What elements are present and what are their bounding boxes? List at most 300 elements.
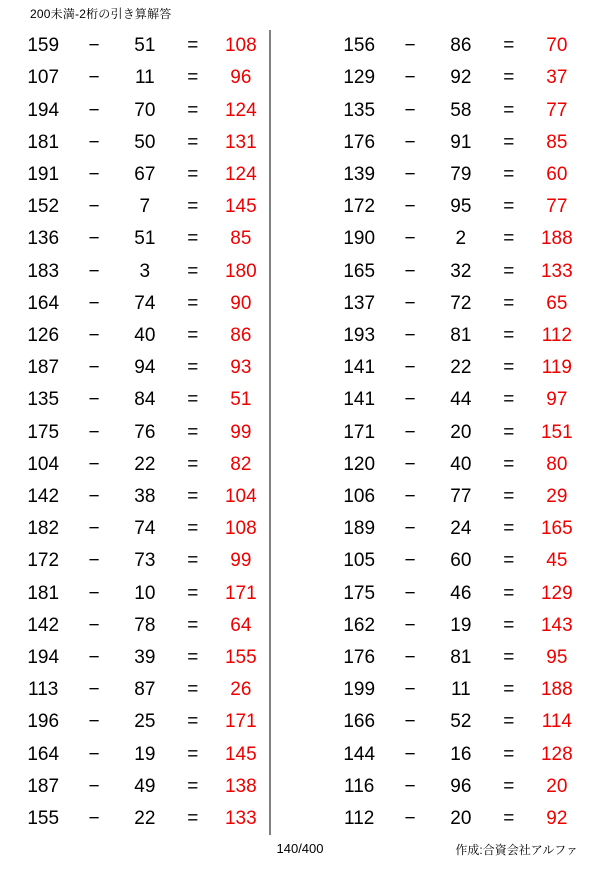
minus-icon: − bbox=[88, 743, 100, 765]
equals-icon: = bbox=[187, 582, 199, 604]
problem-row bbox=[330, 191, 586, 223]
equals-icon: = bbox=[503, 518, 515, 540]
answer-value: 180 bbox=[224, 260, 257, 282]
page-count: 140/400 bbox=[276, 841, 324, 856]
equals-icon: = bbox=[187, 518, 199, 540]
operand-minuend: 126 bbox=[27, 324, 60, 346]
minus-icon: − bbox=[88, 389, 100, 411]
problem-row bbox=[330, 94, 586, 126]
operand-subtrahend: 20 bbox=[450, 807, 472, 829]
minus-icon: − bbox=[88, 324, 100, 346]
minus-icon: − bbox=[404, 292, 416, 314]
operand-subtrahend: 78 bbox=[134, 614, 156, 636]
problem-row bbox=[14, 159, 270, 191]
operand-minuend: 181 bbox=[27, 131, 60, 153]
operand-subtrahend: 19 bbox=[134, 743, 156, 765]
minus-icon: − bbox=[404, 196, 416, 218]
operand-subtrahend: 67 bbox=[134, 163, 156, 185]
problem-row bbox=[14, 803, 270, 835]
operand-subtrahend: 95 bbox=[450, 196, 472, 218]
operand-subtrahend: 38 bbox=[134, 485, 156, 507]
problem-row bbox=[330, 352, 586, 384]
minus-icon: − bbox=[404, 485, 416, 507]
equals-icon: = bbox=[503, 196, 515, 218]
operand-minuend: 152 bbox=[27, 196, 60, 218]
minus-icon: − bbox=[404, 131, 416, 153]
equals-icon: = bbox=[187, 292, 199, 314]
answer-value: 114 bbox=[541, 711, 572, 733]
operand-subtrahend: 3 bbox=[139, 260, 151, 282]
problem-row bbox=[330, 738, 586, 770]
minus-icon: − bbox=[88, 614, 100, 636]
problem-row bbox=[14, 481, 270, 513]
operand-minuend: 164 bbox=[27, 292, 60, 314]
operand-minuend: 106 bbox=[343, 485, 376, 507]
operand-minuend: 112 bbox=[344, 807, 375, 829]
answer-value: 96 bbox=[230, 67, 252, 89]
problem-row bbox=[330, 674, 586, 706]
answer-value: 99 bbox=[230, 550, 252, 572]
problem-row bbox=[14, 94, 270, 126]
operand-minuend: 187 bbox=[27, 357, 60, 379]
operand-minuend: 137 bbox=[343, 292, 376, 314]
problem-row bbox=[14, 771, 270, 803]
operand-minuend: 187 bbox=[27, 775, 60, 797]
operand-subtrahend: 73 bbox=[134, 550, 156, 572]
problem-row bbox=[14, 30, 270, 62]
equals-icon: = bbox=[187, 260, 199, 282]
answer-value: 165 bbox=[540, 518, 573, 540]
operand-subtrahend: 51 bbox=[134, 35, 156, 57]
operand-minuend: 172 bbox=[27, 550, 60, 572]
problem-row bbox=[14, 545, 270, 577]
operand-subtrahend: 22 bbox=[134, 453, 156, 475]
answer-value: 90 bbox=[230, 292, 252, 314]
equals-icon: = bbox=[187, 711, 199, 733]
minus-icon: − bbox=[88, 357, 100, 379]
equals-icon: = bbox=[187, 67, 199, 89]
operand-subtrahend: 20 bbox=[450, 421, 472, 443]
equals-icon: = bbox=[503, 260, 515, 282]
operand-subtrahend: 86 bbox=[450, 35, 472, 57]
problem-row bbox=[330, 513, 586, 545]
equals-icon: = bbox=[503, 807, 515, 829]
equals-icon: = bbox=[503, 485, 515, 507]
answer-value: 86 bbox=[230, 324, 252, 346]
problems-column-left bbox=[0, 30, 300, 835]
operand-subtrahend: 76 bbox=[134, 421, 156, 443]
problem-row bbox=[14, 674, 270, 706]
operand-minuend: 194 bbox=[27, 99, 60, 121]
equals-icon: = bbox=[187, 807, 199, 829]
answer-value: 129 bbox=[540, 582, 573, 604]
operand-minuend: 139 bbox=[343, 163, 376, 185]
operand-minuend: 176 bbox=[343, 131, 376, 153]
answer-value: 64 bbox=[230, 614, 252, 636]
operand-subtrahend: 32 bbox=[450, 260, 472, 282]
equals-icon: = bbox=[503, 550, 515, 572]
operand-subtrahend: 94 bbox=[134, 357, 156, 379]
minus-icon: − bbox=[88, 131, 100, 153]
problem-row bbox=[14, 191, 270, 223]
problem-row bbox=[330, 706, 586, 738]
equals-icon: = bbox=[503, 453, 515, 475]
minus-icon: − bbox=[404, 711, 416, 733]
minus-icon: − bbox=[88, 485, 100, 507]
equals-icon: = bbox=[187, 35, 199, 57]
operand-subtrahend: 50 bbox=[134, 131, 156, 153]
equals-icon: = bbox=[187, 550, 199, 572]
answer-value: 37 bbox=[546, 67, 568, 89]
answer-value: 77 bbox=[546, 196, 568, 218]
operand-subtrahend: 70 bbox=[134, 99, 156, 121]
equals-icon: = bbox=[187, 421, 199, 443]
equals-icon: = bbox=[503, 357, 515, 379]
operand-minuend: 165 bbox=[343, 260, 376, 282]
operand-subtrahend: 24 bbox=[450, 518, 472, 540]
operand-minuend: 155 bbox=[27, 807, 60, 829]
minus-icon: − bbox=[404, 389, 416, 411]
operand-minuend: 189 bbox=[343, 518, 376, 540]
operand-minuend: 162 bbox=[343, 614, 376, 636]
answer-value: 26 bbox=[230, 679, 252, 701]
operand-minuend: 199 bbox=[343, 679, 376, 701]
operand-subtrahend: 49 bbox=[134, 775, 156, 797]
operand-subtrahend: 81 bbox=[450, 646, 472, 668]
minus-icon: − bbox=[88, 711, 100, 733]
problem-row bbox=[330, 30, 586, 62]
operand-minuend: 183 bbox=[27, 260, 60, 282]
minus-icon: − bbox=[404, 99, 416, 121]
minus-icon: − bbox=[88, 421, 100, 443]
minus-icon: − bbox=[404, 614, 416, 636]
operand-minuend: 171 bbox=[343, 421, 376, 443]
operand-minuend: 135 bbox=[343, 99, 376, 121]
operand-subtrahend: 25 bbox=[134, 711, 156, 733]
minus-icon: − bbox=[404, 35, 416, 57]
minus-icon: − bbox=[88, 196, 100, 218]
problem-row bbox=[14, 416, 270, 448]
operand-subtrahend: 72 bbox=[450, 292, 472, 314]
answer-value: 20 bbox=[546, 775, 568, 797]
answer-value: 112 bbox=[541, 324, 572, 346]
operand-subtrahend: 87 bbox=[134, 679, 156, 701]
answer-value: 93 bbox=[230, 357, 252, 379]
answer-value: 85 bbox=[546, 131, 568, 153]
problem-row bbox=[14, 577, 270, 609]
answer-value: 95 bbox=[546, 646, 568, 668]
operand-subtrahend: 51 bbox=[134, 228, 156, 250]
problem-row bbox=[14, 352, 270, 384]
answer-value: 51 bbox=[230, 389, 252, 411]
problem-row bbox=[14, 223, 270, 255]
operand-minuend: 142 bbox=[27, 614, 60, 636]
equals-icon: = bbox=[187, 196, 199, 218]
problem-row bbox=[14, 449, 270, 481]
problem-row bbox=[14, 738, 270, 770]
problems-area bbox=[0, 30, 600, 835]
problem-row bbox=[330, 803, 586, 835]
problem-row bbox=[14, 642, 270, 674]
minus-icon: − bbox=[404, 775, 416, 797]
operand-subtrahend: 46 bbox=[450, 582, 472, 604]
operand-subtrahend: 52 bbox=[450, 711, 472, 733]
answer-value: 80 bbox=[546, 453, 568, 475]
answer-value: 45 bbox=[546, 550, 568, 572]
equals-icon: = bbox=[503, 582, 515, 604]
answer-value: 65 bbox=[546, 292, 568, 314]
equals-icon: = bbox=[187, 131, 199, 153]
operand-minuend: 116 bbox=[344, 775, 375, 797]
operand-subtrahend: 79 bbox=[450, 163, 472, 185]
minus-icon: − bbox=[404, 453, 416, 475]
problem-row bbox=[330, 320, 586, 352]
equals-icon: = bbox=[503, 67, 515, 89]
problem-row bbox=[14, 384, 270, 416]
problem-row bbox=[330, 481, 586, 513]
equals-icon: = bbox=[503, 292, 515, 314]
answer-value: 119 bbox=[541, 357, 572, 379]
problem-row bbox=[330, 642, 586, 674]
operand-subtrahend: 91 bbox=[450, 131, 472, 153]
operand-minuend: 156 bbox=[343, 35, 376, 57]
operand-subtrahend: 74 bbox=[134, 292, 156, 314]
equals-icon: = bbox=[503, 131, 515, 153]
operand-minuend: 175 bbox=[343, 582, 376, 604]
answer-value: 99 bbox=[230, 421, 252, 443]
operand-minuend: 136 bbox=[27, 228, 60, 250]
answer-value: 124 bbox=[224, 99, 257, 121]
operand-minuend: 190 bbox=[343, 228, 376, 250]
equals-icon: = bbox=[503, 421, 515, 443]
equals-icon: = bbox=[503, 35, 515, 57]
minus-icon: − bbox=[404, 743, 416, 765]
problem-row bbox=[14, 513, 270, 545]
minus-icon: − bbox=[404, 582, 416, 604]
minus-icon: − bbox=[88, 518, 100, 540]
problem-row bbox=[330, 255, 586, 287]
minus-icon: − bbox=[88, 646, 100, 668]
equals-icon: = bbox=[187, 389, 199, 411]
equals-icon: = bbox=[503, 679, 515, 701]
problem-row bbox=[14, 288, 270, 320]
equals-icon: = bbox=[187, 775, 199, 797]
operand-minuend: 129 bbox=[343, 67, 376, 89]
answer-value: 29 bbox=[546, 485, 568, 507]
operand-minuend: 141 bbox=[343, 357, 376, 379]
operand-minuend: 141 bbox=[343, 389, 376, 411]
problem-row bbox=[330, 223, 586, 255]
minus-icon: − bbox=[88, 453, 100, 475]
operand-minuend: 159 bbox=[27, 35, 60, 57]
minus-icon: − bbox=[88, 807, 100, 829]
answer-value: 82 bbox=[230, 453, 252, 475]
minus-icon: − bbox=[88, 550, 100, 572]
problem-row bbox=[330, 384, 586, 416]
equals-icon: = bbox=[187, 743, 199, 765]
minus-icon: − bbox=[404, 807, 416, 829]
problem-row bbox=[14, 127, 270, 159]
operand-subtrahend: 74 bbox=[134, 518, 156, 540]
equals-icon: = bbox=[187, 163, 199, 185]
equals-icon: = bbox=[187, 324, 199, 346]
equals-icon: = bbox=[503, 743, 515, 765]
minus-icon: − bbox=[404, 550, 416, 572]
minus-icon: − bbox=[88, 260, 100, 282]
minus-icon: − bbox=[404, 357, 416, 379]
operand-minuend: 164 bbox=[27, 743, 60, 765]
operand-subtrahend: 22 bbox=[134, 807, 156, 829]
operand-subtrahend: 10 bbox=[134, 582, 156, 604]
operand-minuend: 120 bbox=[343, 453, 376, 475]
operand-minuend: 196 bbox=[27, 711, 60, 733]
equals-icon: = bbox=[187, 485, 199, 507]
page-title: 200未満-2桁の引き算解答 bbox=[30, 7, 172, 21]
answer-value: 131 bbox=[224, 131, 257, 153]
equals-icon: = bbox=[187, 646, 199, 668]
operand-subtrahend: 92 bbox=[450, 67, 472, 89]
problem-row bbox=[330, 577, 586, 609]
minus-icon: − bbox=[88, 67, 100, 89]
operand-minuend: 105 bbox=[343, 550, 376, 572]
minus-icon: − bbox=[404, 679, 416, 701]
answer-value: 145 bbox=[224, 743, 257, 765]
operand-subtrahend: 81 bbox=[450, 324, 472, 346]
problem-row bbox=[14, 62, 270, 94]
equals-icon: = bbox=[503, 711, 515, 733]
problem-row bbox=[14, 320, 270, 352]
minus-icon: − bbox=[88, 228, 100, 250]
equals-icon: = bbox=[187, 99, 199, 121]
operand-subtrahend: 40 bbox=[134, 324, 156, 346]
problem-row bbox=[330, 610, 586, 642]
equals-icon: = bbox=[503, 99, 515, 121]
answer-value: 171 bbox=[224, 711, 257, 733]
operand-subtrahend: 22 bbox=[450, 357, 472, 379]
problem-row bbox=[330, 127, 586, 159]
operand-subtrahend: 84 bbox=[134, 389, 156, 411]
problem-row bbox=[330, 416, 586, 448]
operand-subtrahend: 60 bbox=[450, 550, 472, 572]
minus-icon: − bbox=[404, 163, 416, 185]
operand-minuend: 107 bbox=[27, 67, 60, 89]
minus-icon: − bbox=[88, 775, 100, 797]
equals-icon: = bbox=[503, 775, 515, 797]
operand-subtrahend: 2 bbox=[455, 228, 467, 250]
answer-value: 104 bbox=[224, 485, 257, 507]
answer-value: 151 bbox=[540, 421, 573, 443]
minus-icon: − bbox=[404, 324, 416, 346]
equals-icon: = bbox=[503, 389, 515, 411]
operand-minuend: 176 bbox=[343, 646, 376, 668]
problem-row bbox=[330, 771, 586, 803]
operand-minuend: 166 bbox=[343, 711, 376, 733]
answer-value: 133 bbox=[224, 807, 257, 829]
answer-value: 85 bbox=[230, 228, 252, 250]
answer-value: 188 bbox=[540, 679, 573, 701]
operand-minuend: 193 bbox=[343, 324, 376, 346]
operand-subtrahend: 58 bbox=[450, 99, 472, 121]
problem-row bbox=[14, 255, 270, 287]
minus-icon: − bbox=[404, 421, 416, 443]
operand-subtrahend: 7 bbox=[139, 196, 151, 218]
answer-value: 171 bbox=[224, 582, 257, 604]
answer-value: 92 bbox=[546, 807, 568, 829]
operand-subtrahend: 96 bbox=[450, 775, 472, 797]
operand-minuend: 181 bbox=[27, 582, 60, 604]
equals-icon: = bbox=[187, 614, 199, 636]
operand-minuend: 113 bbox=[28, 679, 59, 701]
problem-row bbox=[330, 449, 586, 481]
problem-row bbox=[330, 288, 586, 320]
operand-minuend: 104 bbox=[27, 453, 60, 475]
operand-minuend: 172 bbox=[343, 196, 376, 218]
answer-value: 108 bbox=[224, 35, 257, 57]
equals-icon: = bbox=[187, 228, 199, 250]
minus-icon: − bbox=[404, 67, 416, 89]
operand-subtrahend: 19 bbox=[450, 614, 472, 636]
minus-icon: − bbox=[404, 228, 416, 250]
equals-icon: = bbox=[187, 453, 199, 475]
operand-subtrahend: 39 bbox=[134, 646, 156, 668]
minus-icon: − bbox=[88, 163, 100, 185]
answer-value: 188 bbox=[540, 228, 573, 250]
answer-value: 133 bbox=[540, 260, 573, 282]
answer-value: 77 bbox=[546, 99, 568, 121]
operand-minuend: 191 bbox=[27, 163, 60, 185]
page-footer bbox=[0, 841, 600, 861]
problem-row bbox=[330, 545, 586, 577]
answer-value: 138 bbox=[224, 775, 257, 797]
operand-minuend: 135 bbox=[27, 389, 60, 411]
operand-subtrahend: 11 bbox=[450, 679, 471, 701]
problem-row bbox=[330, 62, 586, 94]
minus-icon: − bbox=[404, 260, 416, 282]
equals-icon: = bbox=[503, 324, 515, 346]
answer-value: 60 bbox=[546, 163, 568, 185]
answer-value: 155 bbox=[224, 646, 257, 668]
minus-icon: − bbox=[88, 292, 100, 314]
answer-value: 97 bbox=[546, 389, 568, 411]
equals-icon: = bbox=[187, 679, 199, 701]
operand-subtrahend: 11 bbox=[134, 67, 155, 89]
equals-icon: = bbox=[503, 614, 515, 636]
operand-minuend: 142 bbox=[27, 485, 60, 507]
operand-subtrahend: 40 bbox=[450, 453, 472, 475]
credit-text: 作成:合資会社アルファ bbox=[455, 843, 578, 857]
equals-icon: = bbox=[503, 228, 515, 250]
minus-icon: − bbox=[88, 99, 100, 121]
problem-row bbox=[330, 159, 586, 191]
minus-icon: − bbox=[88, 35, 100, 57]
answer-value: 108 bbox=[224, 518, 257, 540]
answer-value: 70 bbox=[546, 35, 568, 57]
equals-icon: = bbox=[503, 646, 515, 668]
minus-icon: − bbox=[404, 646, 416, 668]
problem-row bbox=[14, 610, 270, 642]
answer-value: 145 bbox=[224, 196, 257, 218]
equals-icon: = bbox=[503, 163, 515, 185]
operand-minuend: 194 bbox=[27, 646, 60, 668]
operand-subtrahend: 77 bbox=[450, 485, 472, 507]
minus-icon: − bbox=[88, 679, 100, 701]
operand-minuend: 175 bbox=[27, 421, 60, 443]
problems-column-right bbox=[300, 30, 600, 835]
operand-subtrahend: 44 bbox=[450, 389, 472, 411]
problem-row bbox=[14, 706, 270, 738]
minus-icon: − bbox=[404, 518, 416, 540]
answer-value: 143 bbox=[540, 614, 573, 636]
